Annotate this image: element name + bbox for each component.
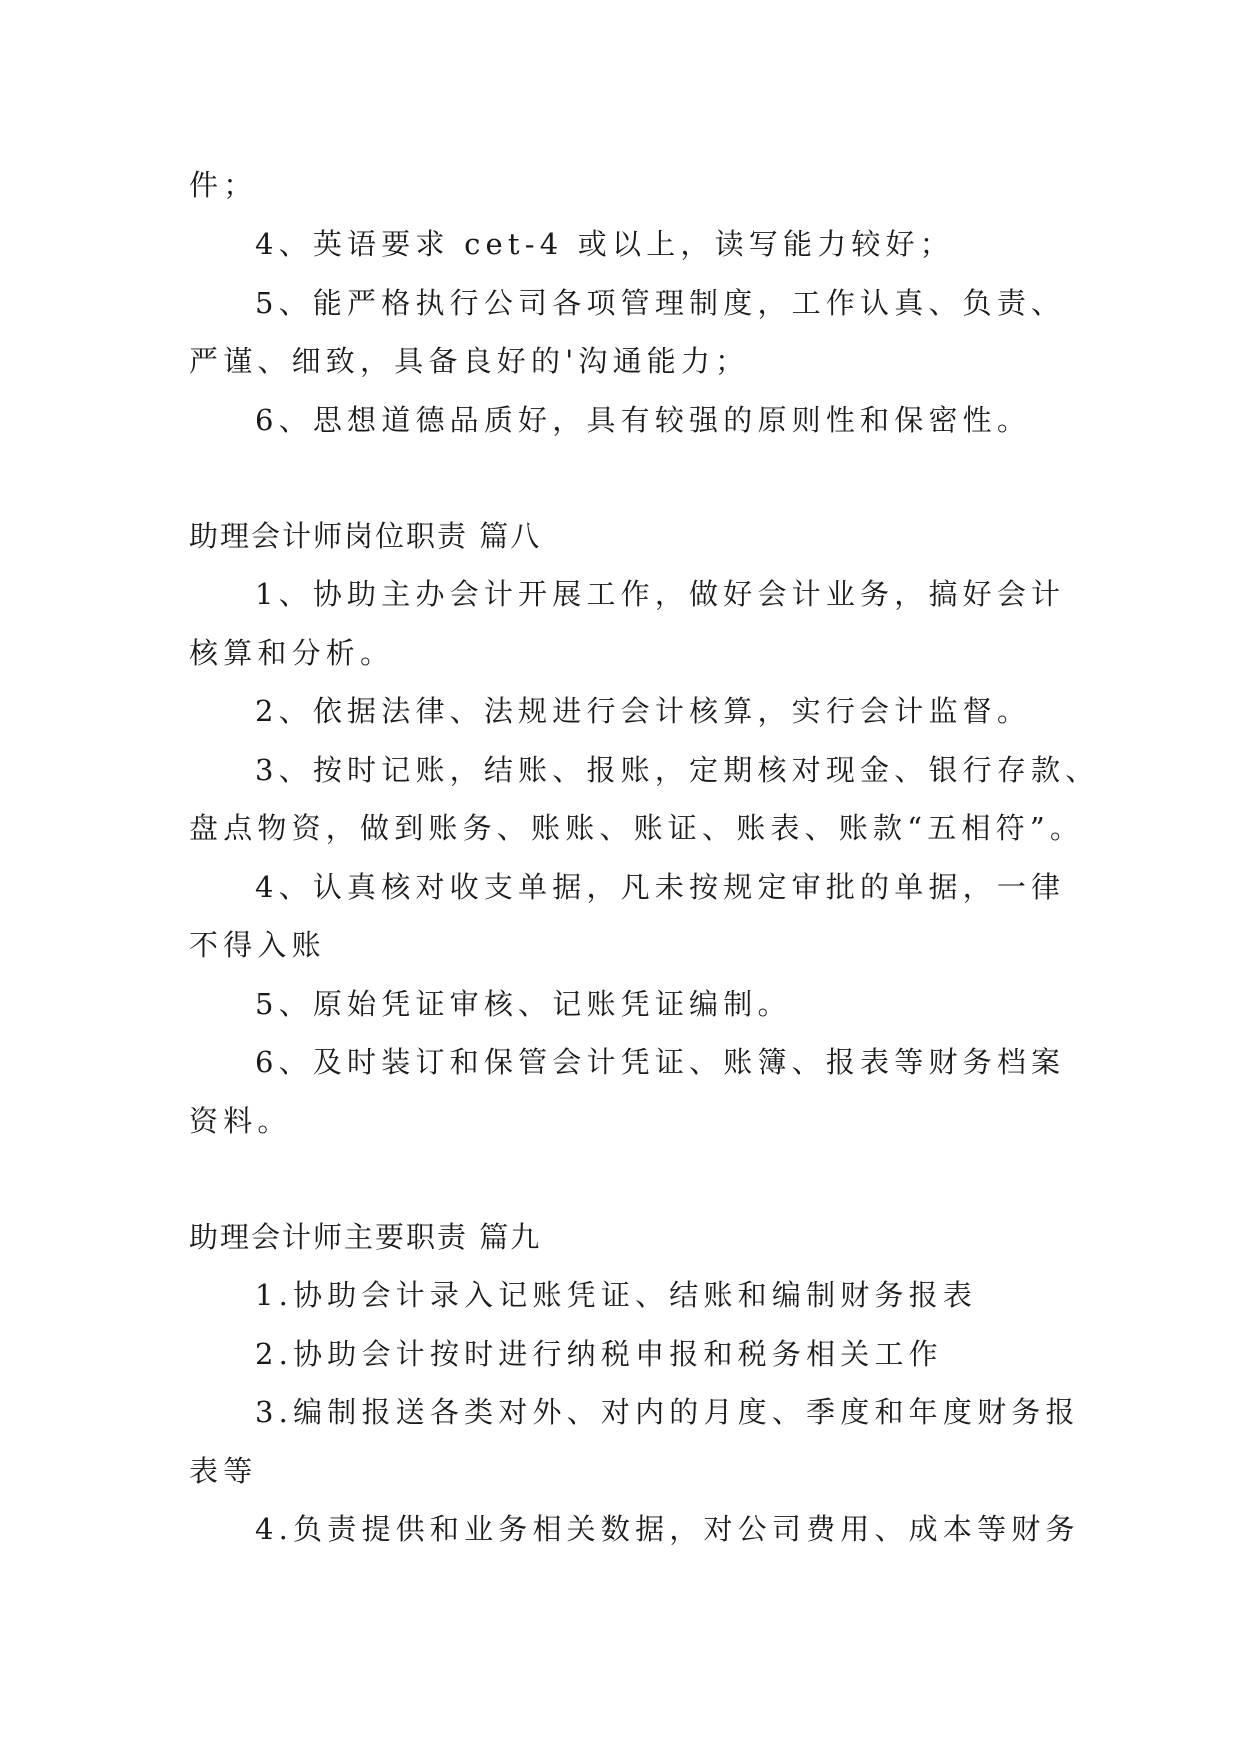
text-line: 6、及时装订和保管会计凭证、账簿、报表等财务档案 xyxy=(255,1045,1066,1079)
text-line: 4、认真核对收支单据，凡未按规定审批的单据，一律 xyxy=(255,870,1066,904)
text-line: 严谨、细致，具备良好的'沟通能力； xyxy=(189,344,750,378)
text-line: 3、按时记账，结账、报账，定期核对现金、银行存款、 xyxy=(255,753,1100,787)
text-line: 5、原始凭证审核、记账凭证编制。 xyxy=(255,987,792,1021)
text-line: 表等 xyxy=(189,1454,258,1488)
section-heading: 助理会计师主要职责 篇九 xyxy=(189,1220,542,1254)
text-line: 不得入账 xyxy=(189,928,326,962)
text-line: 件； xyxy=(189,168,258,202)
text-line: 2.协助会计按时进行纳税申报和税务相关工作 xyxy=(255,1337,943,1371)
text-line: 4.负责提供和业务相关数据，对公司费用、成本等财务 xyxy=(255,1512,1080,1546)
text-line: 资料。 xyxy=(189,1104,292,1138)
text-line: 盘点物资，做到账务、账账、账证、账表、账款“五相符”。 xyxy=(189,811,1085,845)
text-line: 4、英语要求 cet-4 或以上，读写能力较好； xyxy=(255,227,954,261)
text-line: 2、依据法律、法规进行会计核算，实行会计监督。 xyxy=(255,694,1032,728)
text-line: 1.协助会计录入记账凭证、结账和编制财务报表 xyxy=(255,1278,978,1312)
text-line: 6、思想道德品质好，具有较强的原则性和保密性。 xyxy=(255,403,1032,437)
text-line: 3.编制报送各类对外、对内的月度、季度和年度财务报 xyxy=(255,1395,1080,1429)
text-line: 1、协助主办会计开展工作，做好会计业务，搞好会计 xyxy=(255,577,1066,611)
text-line: 5、能严格执行公司各项管理制度，工作认真、负责、 xyxy=(255,286,1066,320)
text-line: 核算和分析。 xyxy=(189,636,395,670)
section-heading: 助理会计师岗位职责 篇八 xyxy=(189,519,542,553)
